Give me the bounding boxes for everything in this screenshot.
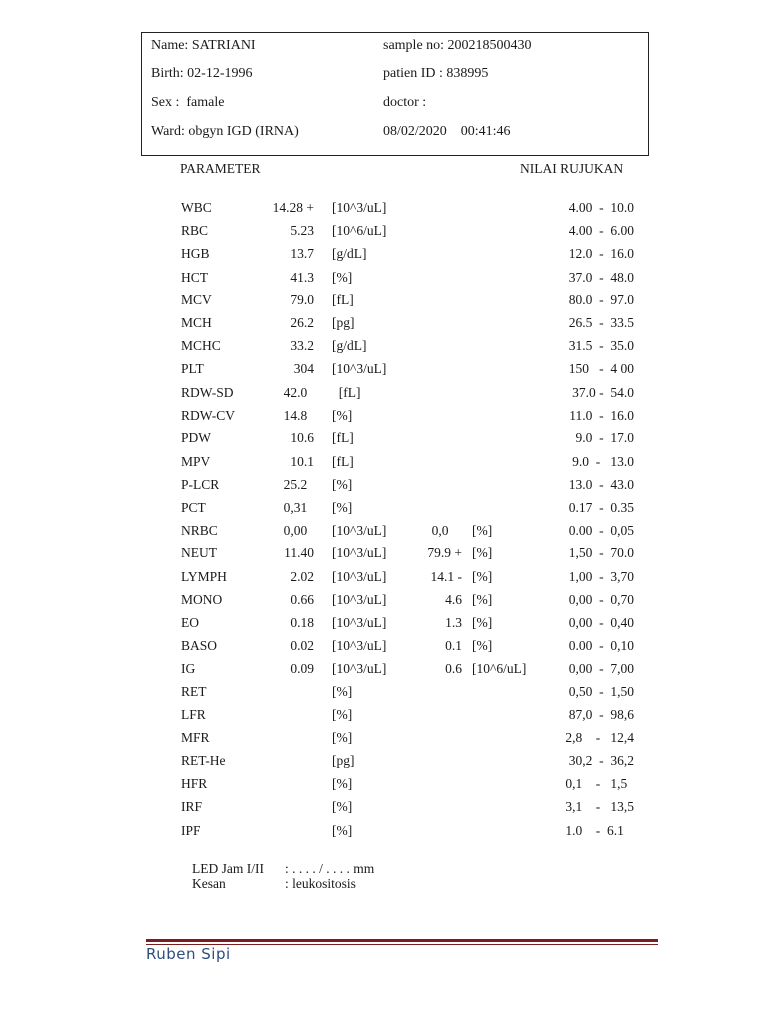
- reference-range: 0.17 - 0.35: [568, 500, 634, 515]
- led-label: LED Jam I/II: [192, 861, 264, 876]
- result-unit: [10^3/uL]: [332, 361, 387, 376]
- result-unit: [10^6/uL]: [332, 223, 387, 238]
- parameter-name: IG: [181, 661, 196, 676]
- result-value: 41.3: [290, 270, 314, 285]
- reference-range: 9.0 - 13.0: [572, 454, 634, 469]
- parameter-name: NEUT: [181, 545, 217, 560]
- reference-range: 11.0 - 16.0: [569, 408, 634, 423]
- patient-id: patien ID : 838995: [383, 66, 489, 81]
- reference-range: 4.00 - 10.0: [568, 200, 634, 215]
- result-unit: [%]: [332, 684, 353, 699]
- table-row: [0, 385, 768, 405]
- reference-range: 9.0 - 17.0: [575, 430, 634, 445]
- result-value: 10.6: [290, 430, 314, 445]
- result-value: 14.8: [283, 408, 314, 423]
- result-unit: [10^3/uL]: [332, 661, 387, 676]
- result-value: 42.0: [283, 385, 314, 400]
- result-value: 0.02: [290, 638, 314, 653]
- percent-unit: [%]: [472, 569, 493, 584]
- parameter-name: WBC: [181, 200, 212, 215]
- reference-range: 80.0 - 97.0: [568, 292, 634, 307]
- table-row: [0, 661, 768, 681]
- table-row: [0, 823, 768, 843]
- result-value: 26.2: [290, 315, 314, 330]
- parameter-name: RET-He: [181, 753, 226, 768]
- reference-range: 0,50 - 1,50: [568, 684, 634, 699]
- percent-unit: [%]: [472, 638, 493, 653]
- result-value: 0.18: [290, 615, 314, 630]
- result-unit: [10^3/uL]: [332, 545, 387, 560]
- result-unit: [g/dL]: [332, 338, 367, 353]
- percent-value: 0.6: [445, 661, 462, 676]
- reference-range: 0.00 - 0,05: [568, 523, 634, 538]
- table-row: [0, 500, 768, 520]
- result-unit: [fL]: [332, 454, 354, 469]
- sex: Sex : famale: [151, 95, 225, 110]
- result-value: 11.40: [284, 545, 314, 560]
- result-value: 5.23: [290, 223, 314, 238]
- percent-value: 0.1: [445, 638, 462, 653]
- result-value: 10.1: [290, 454, 314, 469]
- result-value: 0,00: [283, 523, 314, 538]
- table-row: [0, 223, 768, 243]
- reference-range: 1.0 - 6.1: [565, 823, 634, 838]
- table-row: [0, 638, 768, 658]
- parameter-name: P-LCR: [181, 477, 220, 492]
- result-unit: [10^3/uL]: [332, 615, 387, 630]
- reference-range: 0.00 - 0,10: [568, 638, 634, 653]
- reference-range: 0,00 - 0,70: [568, 592, 634, 607]
- result-value: 0.66: [290, 592, 314, 607]
- column-header-parameter: PARAMETER: [180, 161, 261, 176]
- reference-range: 87,0 - 98,6: [568, 707, 634, 722]
- result-unit: [g/dL]: [332, 246, 367, 261]
- table-row: [0, 315, 768, 335]
- result-unit: [%]: [332, 408, 353, 423]
- parameter-name: MCV: [181, 292, 212, 307]
- result-unit: [10^3/uL]: [332, 638, 387, 653]
- result-value: 13.7: [290, 246, 314, 261]
- percent-value: 0,0: [431, 523, 462, 538]
- parameter-name: PDW: [181, 430, 211, 445]
- table-row: [0, 430, 768, 450]
- report-datetime: 08/02/2020 00:41:46: [383, 124, 511, 139]
- reference-range: 0,00 - 0,40: [568, 615, 634, 630]
- reference-range: 13.0 - 43.0: [568, 477, 634, 492]
- table-row: [0, 615, 768, 635]
- footer-rule-thick: [146, 939, 658, 942]
- percent-value: 1.3: [445, 615, 462, 630]
- result-unit: [10^3/uL]: [332, 523, 387, 538]
- reference-range: 3,1 - 13,5: [565, 799, 634, 814]
- table-row: [0, 545, 768, 565]
- table-row: [0, 361, 768, 381]
- result-value: 304: [293, 361, 314, 376]
- parameter-name: MCHC: [181, 338, 221, 353]
- parameter-name: HCT: [181, 270, 208, 285]
- parameter-name: LYMPH: [181, 569, 227, 584]
- reference-range: 31.5 - 35.0: [568, 338, 634, 353]
- table-row: [0, 592, 768, 612]
- parameter-name: RBC: [181, 223, 209, 238]
- parameter-name: BASO: [181, 638, 218, 653]
- parameter-name: IRF: [181, 799, 203, 814]
- result-value: 0.09: [290, 661, 314, 676]
- result-unit: [10^3/uL]: [332, 592, 387, 607]
- result-unit: [10^3/uL]: [332, 569, 387, 584]
- parameter-name: MFR: [181, 730, 210, 745]
- parameter-name: EO: [181, 615, 199, 630]
- table-row: [0, 246, 768, 266]
- reference-range: 4.00 - 6.00: [568, 223, 634, 238]
- reference-range: 150 - 4 00: [568, 361, 634, 376]
- parameter-name: MPV: [181, 454, 211, 469]
- result-unit: [pg]: [332, 315, 355, 330]
- result-value: 2.02: [290, 569, 314, 584]
- table-row: [0, 408, 768, 428]
- table-row: [0, 338, 768, 358]
- table-row: [0, 200, 768, 220]
- parameter-name: RET: [181, 684, 207, 699]
- kesan-value: : leukositosis: [285, 876, 356, 891]
- sample-number: sample no: 200218500430: [383, 38, 532, 53]
- parameter-name: PCT: [181, 500, 206, 515]
- result-value: 33.2: [290, 338, 314, 353]
- result-unit: [fL]: [332, 385, 361, 400]
- table-row: [0, 292, 768, 312]
- parameter-name: MCH: [181, 315, 212, 330]
- reference-range: 1,00 - 3,70: [568, 569, 634, 584]
- result-unit: [10^3/uL]: [332, 200, 387, 215]
- result-value: 79.0: [290, 292, 314, 307]
- table-row: [0, 707, 768, 727]
- percent-unit: [%]: [472, 615, 493, 630]
- led-value: : . . . . / . . . . mm: [285, 861, 375, 876]
- parameter-name: HGB: [181, 246, 210, 261]
- doctor: doctor :: [383, 95, 427, 110]
- result-unit: [%]: [332, 823, 353, 838]
- result-unit: [%]: [332, 730, 353, 745]
- percent-unit: [%]: [472, 545, 493, 560]
- parameter-name: MONO: [181, 592, 223, 607]
- column-header-reference: NILAI RUJUKAN: [520, 161, 624, 176]
- parameter-name: NRBC: [181, 523, 218, 538]
- parameter-name: IPF: [181, 823, 201, 838]
- table-row: [0, 776, 768, 796]
- table-row: [0, 684, 768, 704]
- reference-range: 30,2 - 36,2: [568, 753, 634, 768]
- result-value: 25.2: [283, 477, 314, 492]
- birth-date: Birth: 02-12-1996: [151, 66, 253, 81]
- patient-name: Name: SATRIANI: [151, 38, 256, 53]
- table-row: [0, 730, 768, 750]
- parameter-name: RDW-CV: [181, 408, 235, 423]
- reference-range: 37.0 - 48.0: [568, 270, 634, 285]
- percent-value: 4.6: [445, 592, 462, 607]
- parameter-name: HFR: [181, 776, 208, 791]
- result-unit: [%]: [332, 477, 353, 492]
- result-value: 14.28 +: [272, 200, 314, 215]
- kesan-label: Kesan: [192, 876, 226, 891]
- parameter-name: LFR: [181, 707, 206, 722]
- table-row: [0, 477, 768, 497]
- reference-range: 2,8 - 12,4: [565, 730, 634, 745]
- reference-range: 12.0 - 16.0: [568, 246, 634, 261]
- percent-unit: [10^6/uL]: [472, 661, 527, 676]
- ward: Ward: obgyn IGD (IRNA): [151, 124, 299, 139]
- percent-unit: [%]: [472, 523, 493, 538]
- percent-unit: [%]: [472, 592, 493, 607]
- result-unit: [fL]: [332, 292, 354, 307]
- parameter-name: RDW-SD: [181, 385, 234, 400]
- table-row: [0, 799, 768, 819]
- table-row: [0, 569, 768, 589]
- reference-range: 26.5 - 33.5: [568, 315, 634, 330]
- result-value: 0,31: [283, 500, 314, 515]
- result-unit: [%]: [332, 500, 353, 515]
- reference-range: 37.0 - 54.0: [572, 385, 634, 400]
- author-name: Ruben Sipi: [146, 945, 231, 963]
- result-unit: [%]: [332, 270, 353, 285]
- result-unit: [fL]: [332, 430, 354, 445]
- table-row: [0, 753, 768, 773]
- reference-range: 0,1 - 1,5: [565, 776, 634, 791]
- result-unit: [%]: [332, 776, 353, 791]
- table-row: [0, 270, 768, 290]
- table-row: [0, 454, 768, 474]
- parameter-name: PLT: [181, 361, 204, 376]
- reference-range: 0,00 - 7,00: [568, 661, 634, 676]
- percent-value: 14.1 -: [430, 569, 462, 584]
- result-unit: [%]: [332, 707, 353, 722]
- percent-value: 79.9 +: [427, 545, 462, 560]
- table-row: [0, 523, 768, 543]
- result-unit: [pg]: [332, 753, 355, 768]
- result-unit: [%]: [332, 799, 353, 814]
- reference-range: 1,50 - 70.0: [568, 545, 634, 560]
